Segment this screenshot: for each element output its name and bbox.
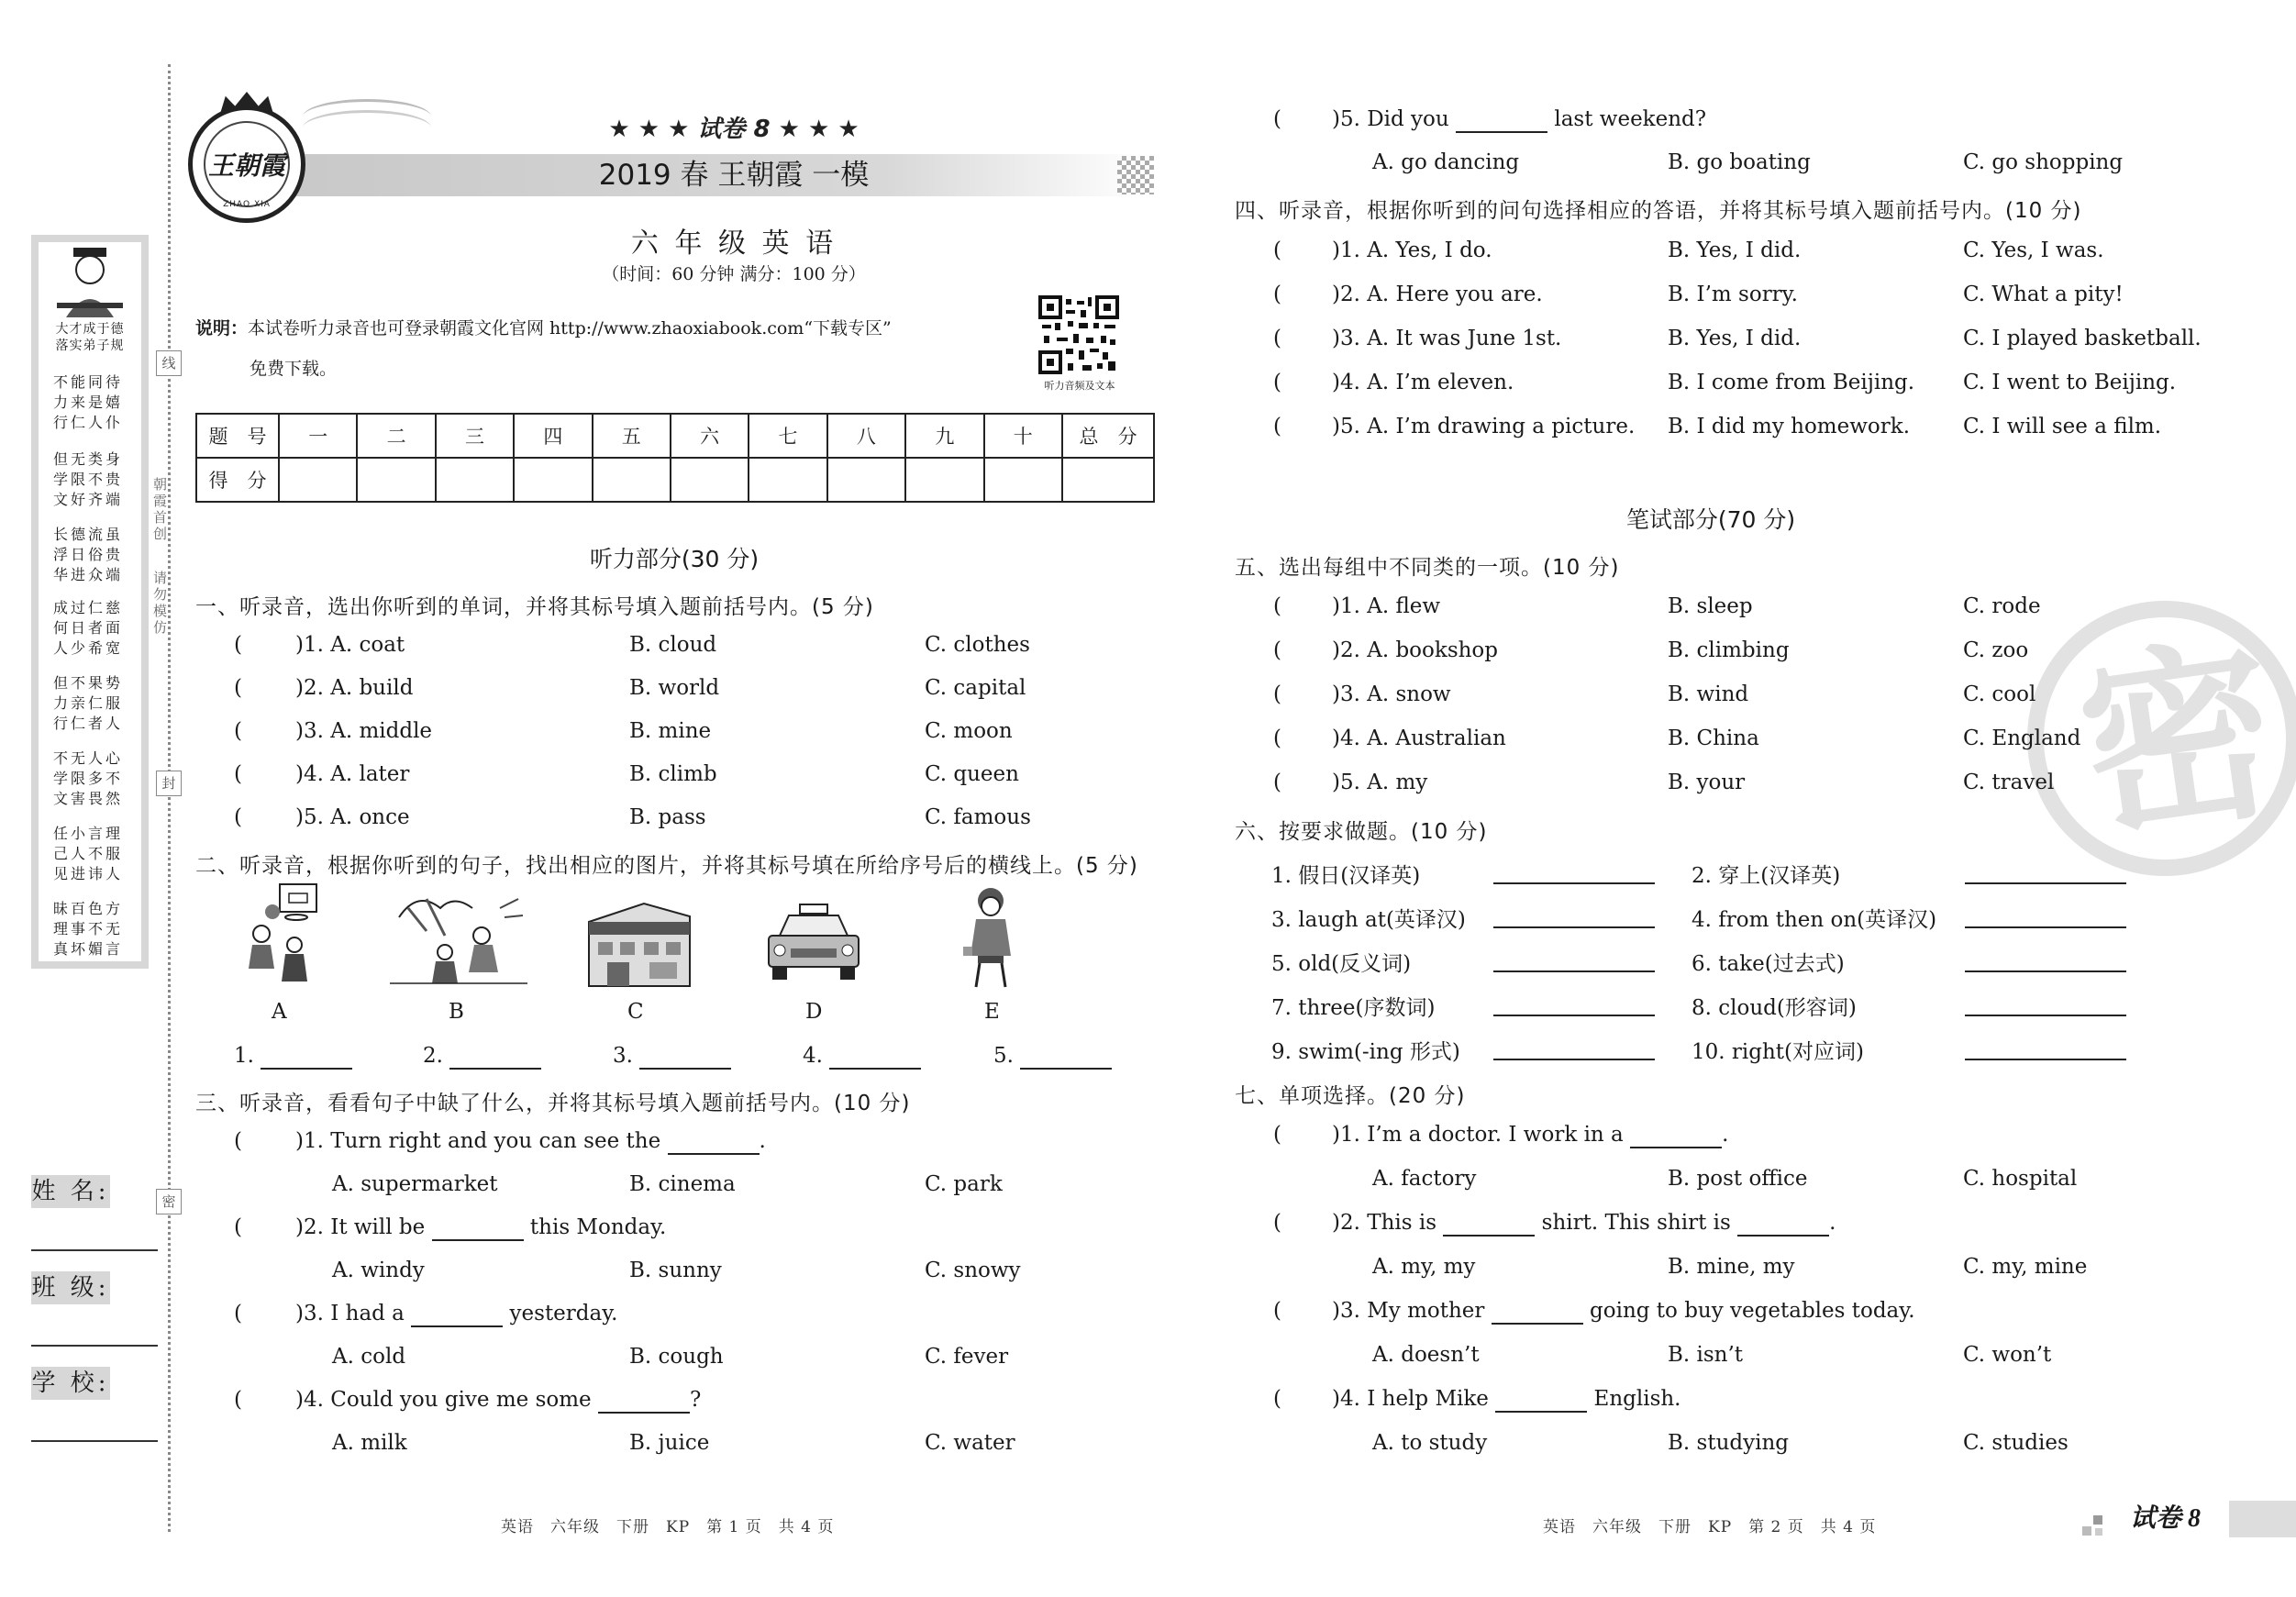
section-6-title: 六、按要求做题。(10 分) [1235,820,1488,844]
picture-label-a: A [272,1000,287,1024]
picture-label-e: E [984,1000,1000,1024]
answer-bracket: ( [1273,682,1281,706]
option-a: A. my, my [1372,1255,1476,1279]
score-input-cell[interactable] [827,458,905,502]
fill-blank[interactable] [1456,107,1547,133]
option-b: B. your [1668,771,1746,794]
instructions-text: 本试卷听力录音也可登录朝霞文化官网 http://www.zhaoxiabook.com“下载专区” [248,318,892,338]
option-c: C. hospital [1963,1167,2078,1191]
option-c: C. England [1963,726,2081,750]
score-table-cell: 三 [436,414,514,458]
vertical-note-no-copy: 请勿模仿 [151,571,168,637]
task-s6-9: 9. swim(-ing 形式) [1271,1040,1460,1064]
option-c: C. my, mine [1963,1255,2088,1279]
task-s6-3: 3. laugh at(英译汉) [1271,908,1466,932]
class-label: 班 级: [31,1271,110,1304]
question-s1-1: )1. A. coat [295,633,405,657]
option-b: B. wind [1668,682,1749,706]
seal-watermark-char: 密 [2068,624,2290,862]
time-info: （时间：60 分钟 满分：100 分） [602,264,866,284]
option-c: C. park [925,1172,1003,1196]
option-a: A. supermarket [332,1172,498,1196]
poem-group-8: 昧百色方 理事不无 真坏媚言 [52,900,123,958]
answer-line[interactable] [1493,926,1655,928]
class-field[interactable] [31,1345,158,1347]
score-table-cell: 八 [827,414,905,458]
question-s4-2: )2. A. Here you are. [1332,283,1543,306]
cut-mark-secret: 密 [156,1189,182,1214]
question-s4-5: )5. A. I’m drawing a picture. [1332,415,1636,438]
picture-answer-2: 2. [423,1044,541,1070]
score-input-cell[interactable] [357,458,435,502]
paper-tag-footer: 试卷 8 [2130,1504,2202,1533]
instructions [195,315,892,339]
question-s3-3: )3. I had a yesterday. [295,1302,618,1325]
corner-square-decoration [2095,1528,2102,1536]
answer-bracket: ( [234,762,242,786]
answer-bracket: ( [1273,1387,1281,1411]
answer-bracket: ( [234,676,242,700]
score-table-cell: 二 [357,414,435,458]
name-field[interactable] [31,1249,158,1251]
section-2-title: 二、听录音，根据你听到的句子，找出相应的图片，并将其标号填在所给序号后的横线上。(5 分) [195,854,1138,878]
writing-part-title: 笔试部分(70 分) [1625,506,1796,533]
picture-building-icon [580,894,699,995]
question-s1-5: )5. A. once [295,805,410,829]
answer-line[interactable] [1493,970,1655,972]
answer-bracket: ( [1273,415,1281,438]
question-s3-5: )5. Did you last weekend? [1332,107,1707,131]
fill-blank[interactable] [1630,1123,1722,1148]
option-b: B. studying [1668,1431,1789,1455]
answer-line[interactable] [1965,926,2126,928]
brand-logo [188,105,305,223]
option-a: A. doesn’t [1372,1343,1480,1367]
answer-line[interactable] [1493,1015,1655,1016]
section-7-title: 七、单项选择。(20 分) [1235,1084,1466,1108]
poem-group-2: 但无类身 学限不贵 文好齐端 [52,450,123,508]
instructions-text-2: 免费下载。 [250,359,338,379]
corner-square-decoration [2082,1526,2091,1536]
question-s7-3: )3. My mother going to buy vegetables today. [1332,1299,1915,1323]
option-c: C. fever [925,1345,1009,1369]
option-b: B. isn’t [1668,1343,1744,1367]
answer-line[interactable] [1493,882,1655,884]
answer-blank[interactable] [639,1044,731,1070]
name-label: 姓 名: [31,1175,110,1208]
page-footer-left: 英语 六年级 下册 KP 第 1 页 共 4 页 [501,1518,835,1536]
question-s4-3: )3. A. It was June 1st. [1332,327,1562,350]
score-table-cell: 一 [279,414,357,458]
poem-group-5: 但不果势 力亲仁服 行仁者人 [52,674,123,732]
option-b: B. mine, my [1668,1255,1795,1279]
question-s5-2: )2. A. bookshop [1332,638,1499,662]
question-s5-5: )5. A. my [1332,771,1428,794]
option-c: C. queen [925,762,1019,786]
option-c: C. water [925,1431,1015,1455]
question-s3-1: )1. Turn right and you can see the . [295,1129,766,1153]
score-table-header-row [196,414,1154,458]
option-c: C. zoo [1963,638,2029,662]
fill-blank[interactable] [432,1215,524,1241]
fill-blank[interactable] [1492,1299,1583,1325]
question-s4-4: )4. A. I’m eleven. [1332,371,1514,394]
score-table-cell: 总 分 [1062,414,1154,458]
section-1-title: 一、听录音，选出你听到的单词，并将其标号填入题前括号内。(5 分) [195,595,874,619]
score-input-cell[interactable] [279,458,357,502]
option-c: C. rode [1963,594,2041,618]
option-b: B. go boating [1668,150,1811,174]
answer-bracket: ( [1273,1211,1281,1235]
option-b: B. post office [1668,1167,1808,1191]
binding-margin [0,0,174,1597]
option-b: B. climb [629,762,717,786]
fill-blank[interactable] [411,1302,503,1327]
answer-bracket: ( [1273,238,1281,262]
picture-picnic-icon [390,881,527,991]
score-input-cell[interactable] [905,458,983,502]
answer-blank[interactable] [1020,1044,1112,1070]
question-s5-1: )1. A. flew [1332,594,1441,618]
fill-blank[interactable] [1443,1211,1535,1237]
answer-bracket: ( [1273,1123,1281,1147]
option-c: C. I went to Beijing. [1963,371,2177,394]
score-table-cell: 五 [593,414,671,458]
poem-group-3: 长德流虽 浮日俗贵 华进众端 [52,526,123,583]
score-input-cell[interactable] [671,458,749,502]
question-s3-4: )4. Could you give me some ? [295,1388,702,1412]
option-b: B. climbing [1668,638,1790,662]
answer-line[interactable] [1965,970,2126,972]
option-a: A. to study [1372,1431,1488,1455]
score-table [195,413,1155,503]
option-b: B. Yes, I did. [1668,327,1802,350]
answer-bracket: ( [1273,283,1281,306]
corner-square-decoration [2093,1515,2102,1525]
task-s6-8: 8. cloud(形容词) [1691,996,1857,1020]
question-s1-4: )4. A. later [295,762,410,786]
question-s5-3: )3. A. snow [1332,682,1451,706]
task-s6-1: 1. 假日(汉译英) [1271,864,1421,888]
answer-line[interactable] [1965,1015,2126,1016]
brand-logo-text: 王朝霞 [204,121,290,207]
fill-blank[interactable] [1495,1387,1587,1413]
option-b: B. mine [629,719,712,743]
picture-taxi-icon [763,899,864,991]
score-table-cell: 六 [671,414,749,458]
vertical-note-original: 朝霞首创 [151,477,168,543]
poem-group-6: 不无人心 学限多不 文害畏然 [52,749,123,807]
option-b: B. China [1668,726,1759,750]
cut-mark-line: 线 [156,350,182,376]
score-table-cell: 十 [984,414,1062,458]
question-s4-1: )1. A. Yes, I do. [1332,238,1492,262]
score-input-cell[interactable] [514,458,592,502]
option-b: B. I come from Beijing. [1668,371,1915,394]
picture-answer-1: 1. [234,1044,352,1070]
motto-line-2: 落实弟子规 [55,338,125,353]
picture-label-d: D [805,1000,823,1024]
option-a: A. factory [1372,1167,1477,1191]
option-b: B. I’m sorry. [1668,283,1798,306]
task-s6-5: 5. old(反义词) [1271,952,1412,976]
option-c: C. I will see a film. [1963,415,2162,438]
score-input-cell[interactable] [593,458,671,502]
question-s3-2: )2. It will be this Monday. [295,1215,667,1239]
answer-bracket: ( [234,1302,242,1325]
school-field[interactable] [31,1440,158,1442]
option-b: B. Yes, I did. [1668,238,1802,262]
score-table-cell: 七 [749,414,826,458]
score-input-cell[interactable] [984,458,1062,502]
question-s1-3: )3. A. middle [295,719,433,743]
page-footer-right: 英语 六年级 下册 KP 第 2 页 共 4 页 [1543,1518,1877,1536]
paper-tag-bar [2229,1501,2296,1537]
score-table-cell: 题 号 [196,414,279,458]
picture-girl-icon [954,882,1027,991]
question-s7-1: )1. I’m a doctor. I work in a . [1332,1123,1729,1147]
picture-answer-4: 4. [803,1044,921,1070]
option-c: C. famous [925,805,1031,829]
poem-group-7: 任小言理 己人不服 见进讳人 [52,825,123,882]
checker-decoration [1117,156,1154,194]
score-table-cell: 九 [905,414,983,458]
cut-mark-seal: 封 [156,771,182,796]
fill-blank[interactable] [668,1129,760,1155]
question-s7-4: )4. I help Mike English. [1332,1387,1681,1411]
score-table-cell: 四 [514,414,592,458]
option-c: C. go shopping [1963,150,2124,174]
section-3-title: 三、听录音，看看句子中缺了什么，并将其标号填入题前括号内。(10 分) [195,1092,911,1115]
school-label: 学 校: [31,1367,110,1400]
score-input-cell[interactable] [436,458,514,502]
fold-dotted-line [168,64,171,1532]
option-c: C. won’t [1963,1343,2052,1367]
task-s6-7: 7. three(序数词) [1271,996,1436,1020]
poem-group-1: 不能同待 力来是嬉 行仁人仆 [52,373,123,431]
option-b: B. cough [629,1345,724,1369]
option-c: C. Yes, I was. [1963,238,2104,262]
option-c: C. cool [1963,682,2036,706]
qr-code-icon[interactable] [1038,295,1119,374]
option-b: B. juice [629,1431,710,1455]
option-b: B. cinema [629,1172,736,1196]
answer-bracket: ( [1273,107,1281,131]
exam-title: 2019 春 王朝霞 一模 [598,159,870,192]
option-c: C. snowy [925,1259,1021,1282]
picture-label-c: C [627,1000,644,1024]
answer-bracket: ( [1273,771,1281,794]
task-s6-10: 10. right(对应词) [1691,1040,1864,1064]
qr-caption: 听力音频及文本 [1044,380,1115,392]
option-c: C. studies [1963,1431,2069,1455]
answer-bracket: ( [234,805,242,829]
score-table-cell: 得 分 [196,458,279,502]
motto-line-1: 大才成于德 [55,322,125,337]
answer-line[interactable] [1493,1059,1655,1060]
option-b: B. I did my homework. [1668,415,1911,438]
option-a: A. cold [332,1345,406,1369]
paper-number-tag: ★ ★ ★ 试卷 8 ★ ★ ★ [608,116,860,143]
ribbon-decoration-right [303,110,431,146]
option-b: B. cloud [629,633,717,657]
task-s6-4: 4. from then on(英译汉) [1691,908,1937,932]
score-table-score-row [196,458,1154,502]
option-c: C. capital [925,676,1026,700]
task-s6-6: 6. take(过去式) [1691,952,1845,976]
score-input-cell[interactable] [1062,458,1154,502]
answer-bracket: ( [234,633,242,657]
answer-line[interactable] [1965,1059,2126,1060]
answer-bracket: ( [234,719,242,743]
option-c: C. What a pity! [1963,283,2124,306]
option-b: B. sleep [1668,594,1753,618]
score-input-cell[interactable] [749,458,826,502]
answer-bracket: ( [234,1388,242,1412]
fill-blank[interactable] [1737,1211,1829,1237]
question-s7-2: )2. This is shirt. This shirt is . [1332,1211,1836,1235]
answer-bracket: ( [1273,1299,1281,1323]
answer-blank[interactable] [261,1044,352,1070]
question-s1-2: )2. A. build [295,676,414,700]
picture-answer-3: 3. [613,1044,731,1070]
subject-title: 六 年 级 英 语 [630,227,837,260]
option-b: B. pass [629,805,706,829]
option-c: C. moon [925,719,1013,743]
instructions-label: 说明： [195,318,249,338]
fill-blank[interactable] [598,1388,690,1414]
option-b: B. sunny [629,1259,722,1282]
answer-line[interactable] [1965,882,2126,884]
listening-part-title: 听力部分(30 分) [589,546,760,572]
task-s6-2: 2. 穿上(汉译英) [1691,864,1841,888]
answer-bracket: ( [1273,594,1281,618]
picture-answer-5: 5. [993,1044,1112,1070]
option-a: A. windy [332,1259,425,1282]
option-c: C. clothes [925,633,1030,657]
poem-group-4: 成过仁慈 何日者面 人少希宽 [52,599,123,657]
scholar-illustration-icon [39,244,141,321]
picture-basketball-icon [234,881,326,991]
brand-logo-sub: ZHAO XIA [223,200,271,209]
option-b: B. world [629,676,720,700]
picture-label-b: B [449,1000,464,1024]
question-s5-4: )4. A. Australian [1332,726,1506,750]
option-a: A. milk [332,1431,407,1455]
section-4-title: 四、听录音，根据你听到的问句选择相应的答语，并将其标号填入题前括号内。(10 分) [1235,199,2082,223]
answer-bracket: ( [1273,371,1281,394]
option-c: C. travel [1963,771,2055,794]
answer-bracket: ( [234,1129,242,1153]
answer-bracket: ( [234,1215,242,1239]
option-a: A. go dancing [1372,150,1520,174]
answer-blank[interactable] [829,1044,921,1070]
answer-bracket: ( [1273,726,1281,750]
answer-bracket: ( [1273,638,1281,662]
option-c: C. I played basketball. [1963,327,2202,350]
section-5-title: 五、选出每组中不同类的一项。(10 分) [1235,556,1620,580]
answer-bracket: ( [1273,327,1281,350]
answer-blank[interactable] [449,1044,541,1070]
